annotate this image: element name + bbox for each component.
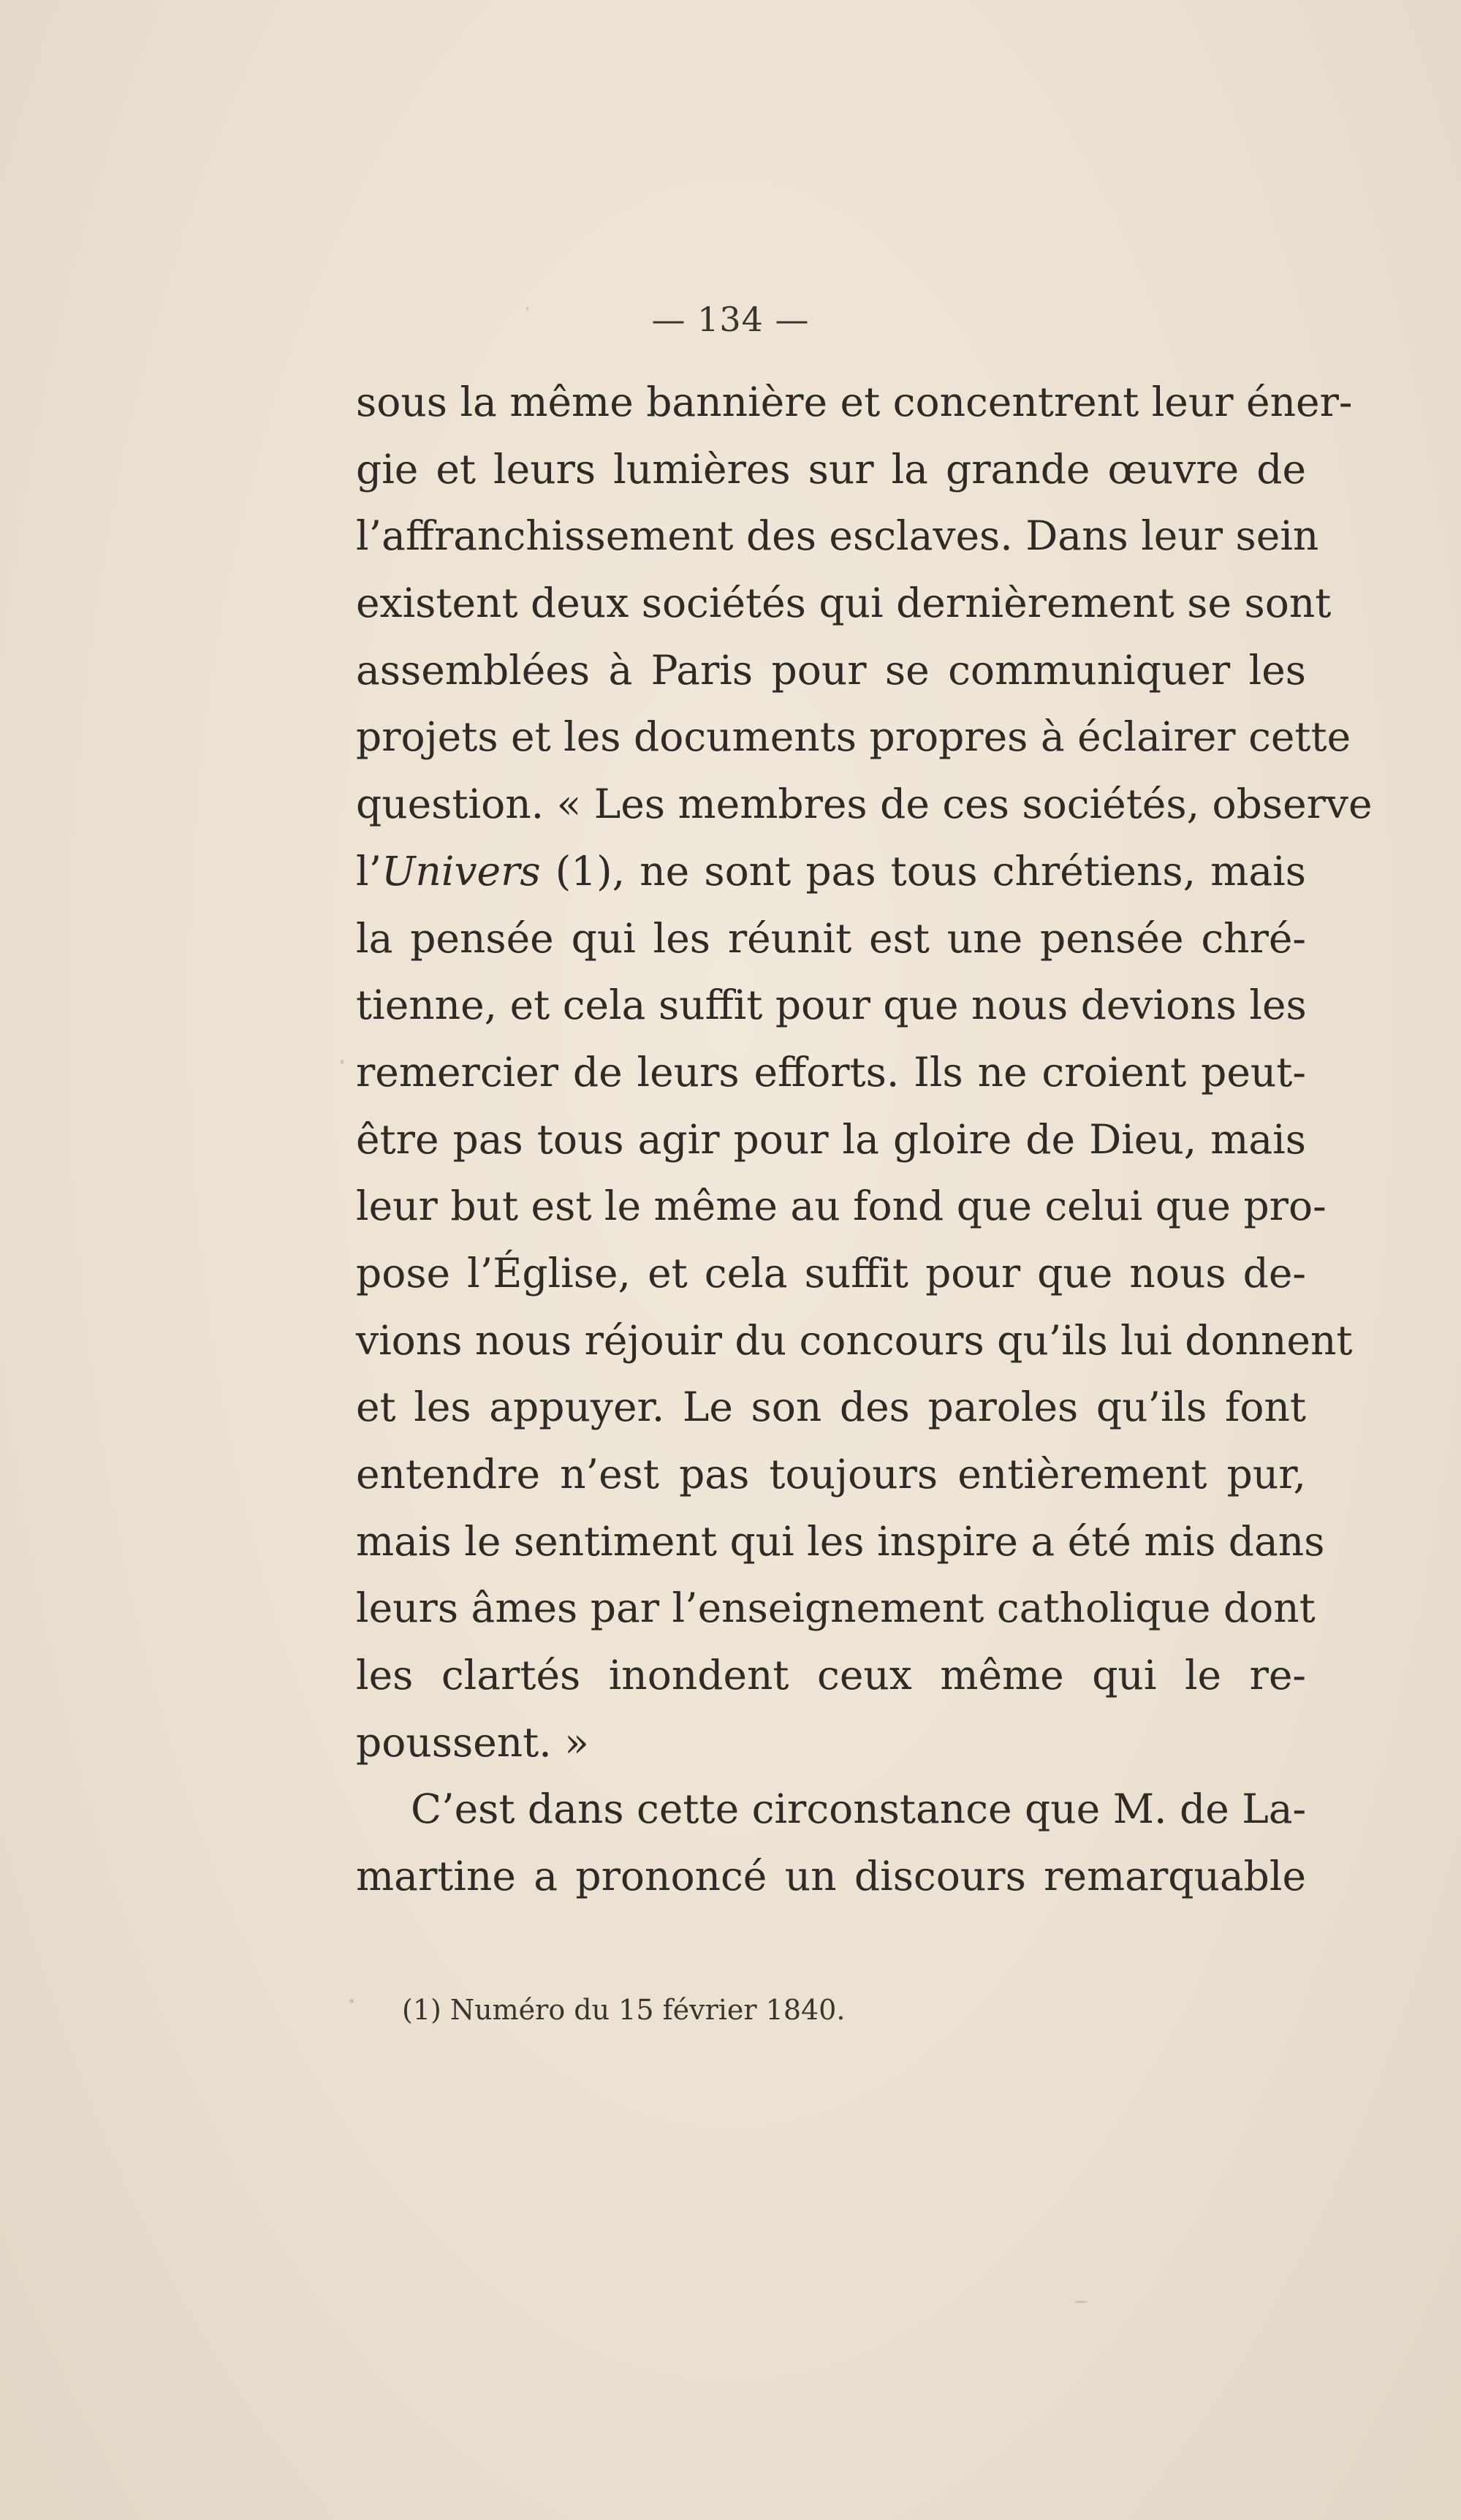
text-line: existent deux sociétés qui dernièrement se sont xyxy=(356,580,1332,627)
text-line: sous la même bannière et concentrent leur éner- xyxy=(356,379,1353,425)
italic-title: Univers xyxy=(382,847,541,895)
text-segment: l’ xyxy=(356,847,382,895)
text-line xyxy=(356,838,1306,906)
paper-speck xyxy=(341,1060,344,1064)
text-line: pose l’Église, et cela suffit pour que nous de- xyxy=(356,1249,1306,1297)
text-line: mais le sentiment qui les inspire a été mis dans xyxy=(356,1517,1325,1565)
text-line: martine a prononcé un discours remarquable xyxy=(356,1853,1306,1900)
paper-speck xyxy=(1074,2301,1088,2303)
text-line: l’affranchissement des esclaves. Dans leur sein xyxy=(356,512,1319,560)
text-line: entendre n’est pas toujours entièrement pur, xyxy=(356,1451,1306,1498)
footnote: (1) Numéro du 15 février 1840. xyxy=(402,1994,846,2026)
text-line: la pensée qui les réunit est une pensée chré- xyxy=(356,914,1306,962)
paper-speck xyxy=(526,307,528,311)
text-line: gie et leurs lumières sur la grande œuvre de xyxy=(356,445,1306,493)
text-segment: (1), ne sont pas tous chrétiens, mais xyxy=(540,847,1306,895)
text-line: les clartés inondent ceux même qui le re- xyxy=(356,1652,1306,1699)
body-text xyxy=(356,369,1373,1910)
text-line: vions nous réjouir du concours qu’ils lui donnent xyxy=(356,1316,1353,1364)
page-number: — 134 — xyxy=(651,300,810,339)
text-line: assemblées à Paris pour se communiquer les xyxy=(356,646,1306,694)
text-line: être pas tous agir pour la gloire de Dieu, mais xyxy=(356,1115,1306,1163)
text-line: remercier de leurs efforts. Ils ne croient peut- xyxy=(356,1048,1306,1096)
paper-speck xyxy=(349,1999,354,2003)
text-line: question. « Les membres de ces sociétés, observe xyxy=(356,781,1373,828)
text-line: projets et les documents propres à éclairer cette xyxy=(356,713,1351,761)
text-line: et les appuyer. Le son des paroles qu’ils font xyxy=(356,1384,1306,1431)
text-line: tienne, et cela suffit pour que nous devions les xyxy=(356,982,1307,1029)
text-line: leurs âmes par l’enseignement catholique dont xyxy=(356,1585,1316,1632)
text-line: leur but est le même au fond que celui que pro- xyxy=(356,1183,1327,1230)
text-line: poussent. » xyxy=(356,1718,589,1766)
text-line: C’est dans cette circonstance que M. de La- xyxy=(411,1785,1307,1833)
